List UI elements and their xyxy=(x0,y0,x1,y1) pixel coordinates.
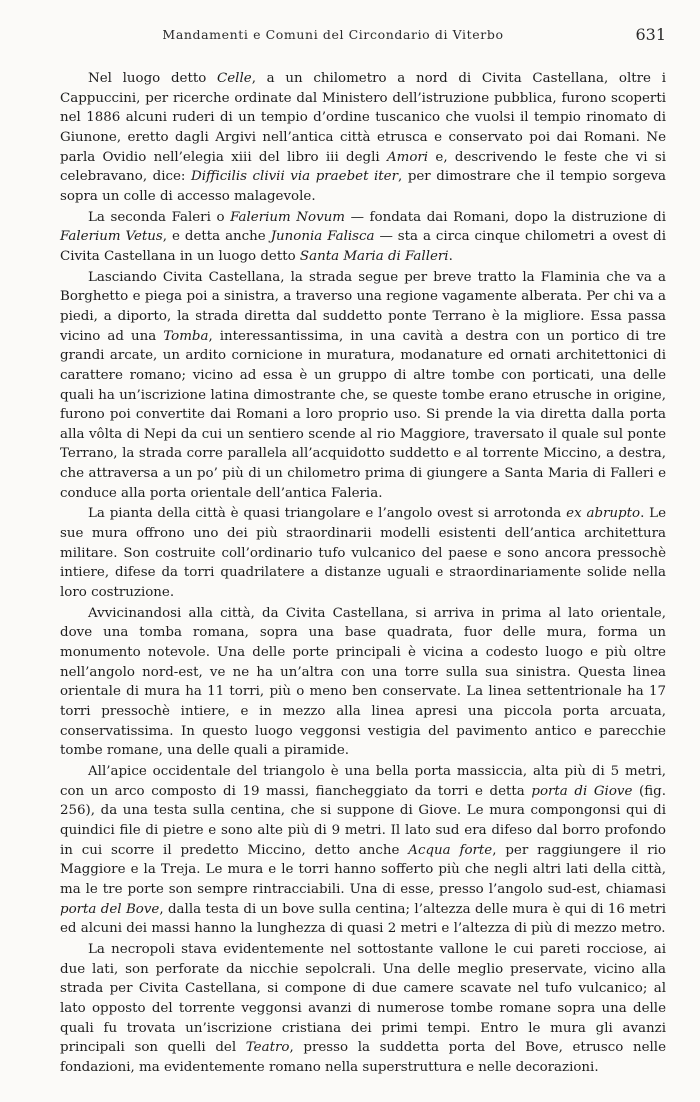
text-run: All’apice occidentale del triangolo è una bella porta massiccia, alta più di 5 metri, con un arco composto di 19 massi, fiancheggiato da torri e detta xyxy=(60,763,666,799)
text-run: , per raggiungere il rio Maggiore e la Treja. Le mura e le torri hanno sofferto più che negli altri lati della città, ma le tre porte son sempre rintracciabili. Una di esse, presso l’angolo sud-est, chiamasi xyxy=(60,842,666,897)
paragraph xyxy=(60,940,666,1078)
italic-text: Falerium Novum xyxy=(230,209,345,225)
text-run: La necropoli stava evidentemente nel sottostante vallone le cui pareti rocciose, ai due lati, son perforate da nicchie sepolcrali. Una delle meglio preservate, vicino alla strada per Civita Castellana, si compone di due camere scavate nel tufo vulcanico; al lato opposto del torrente veggonsi avanzi di numerose tombe romane sopra una delle quali fu trovata un’iscrizione cristiana dei primi tempi. Entro le mura gli avanzi principali son quelli del xyxy=(60,941,666,1056)
italic-text: Amori xyxy=(386,149,429,165)
text-run: . Le sue mura offrono uno dei più straordinarii modelli esistenti dell’antica architettura militare. Son costruite coll’ordinario tufo vulcanico del paese e sono ancora pressochè intiere, difese da torri quadrilatere a distanze uguali e straordinariamente solide nella loro costruzione. xyxy=(60,506,667,601)
italic-text: porta del Bove xyxy=(60,901,160,917)
italic-text: Celle xyxy=(217,71,252,86)
text-run: , interessantissima, in una cavità a destra con un portico di tre grandi arcate, un ardito cornicione in muratura, modanature ed ornati architettonici di carattere romano; vicino ad essa è un gruppo di altre tombe con porticati, una delle quali ha un’iscrizione latina dimostrante che, se queste tombe erano etrusche in origine, furono poi convertite dai Romani a loro proprio uso. Si prende la via diretta dalla porta alla vôlta di Nepi da cui un sentiero scende al rio Maggiore, traversato il quale sul ponte Terrano, la strada corre parallela all’acquidotto suddetto e al torrente Miccino, a destra, che attraversa a un po’ più di un chilometro prima di giungere a Santa Maria di Falleri e conduce alla porta orientale dell’antica Faleria. xyxy=(60,328,666,501)
body-text xyxy=(60,69,666,1078)
italic-text: Tomba xyxy=(163,328,209,344)
text-run: , presso la suddetta porta del Bove, etrusco nelle fondazioni, ma evidentemente romano nella superstruttura e nelle decorazioni. xyxy=(60,1040,666,1075)
italic-text: Difficilis clivii via praebet iter xyxy=(190,169,398,185)
text-run: — sta a circa cinque chilometri a ovest di Civita Castellana in un luogo detto xyxy=(60,229,666,264)
text-run: La seconda Faleri o xyxy=(88,209,231,225)
paragraph xyxy=(60,504,666,602)
page-number: 631 xyxy=(635,25,666,44)
running-title: Mandamenti e Comuni del Circondario di Viterbo xyxy=(162,27,504,42)
italic-text: Junonia Falisca xyxy=(270,229,375,245)
text-run: , a un chilometro a nord di Civita Castellana, oltre i Cappuccini, per ricerche ordinate dal Ministero dell’istruzione pubblica, furono scoperti nel 1886 alcuni ruderi di un tempio d’ordine tuscanico che vuolsi il tempio rinomato di Giunone, eretto dagli Argivi nell’antica città etrusca e conservato poi dai Romani. Ne parla Ovidio nell’elegia xiii del libro iii degli xyxy=(60,71,666,165)
italic-text: Acqua forte xyxy=(408,842,493,858)
italic-text: Santa Maria di Falleri xyxy=(299,248,449,264)
text-run: e, descrivendo le feste che vi si celebravano, dice: xyxy=(60,149,666,185)
paragraph xyxy=(60,762,666,939)
text-run: . xyxy=(448,248,453,264)
text-run: Lasciando Civita Castellana, la strada segue per breve tratto la Flaminia che va a Borghetto e piega poi a sinistra, a traverso una regione vagamente alberata. Per chi va a piedi, a diporto, la strada diretta dal suddetto ponte Terrano è la migliore. Essa passa vicino ad una xyxy=(60,269,666,344)
text-run: La pianta della città è quasi triangolare e l’angolo ovest si arrotonda xyxy=(88,506,567,522)
text-run: Nel luogo detto xyxy=(88,71,218,86)
text-run: , e detta anche xyxy=(162,229,271,245)
italic-text: Teatro xyxy=(245,1040,290,1056)
italic-text: porta di Giove xyxy=(531,783,633,799)
text-run: (fig. 256), da una testa sulla centina, che si suppone di Giove. Le mura compongonsi qui di quindici file di pietre e sono alte più di 9 metri. Il lato sud era difeso dal borro profondo in cui scorre il predetto Miccino, detto anche xyxy=(60,783,666,858)
text-run: , per dimostrare che il tempio sorgeva sopra un colle di accesso malagevole. xyxy=(60,169,666,204)
paragraph xyxy=(60,604,666,761)
text-run: Avvicinandosi alla città, da Civita Castellana, si arriva in prima al lato orientale, dove una tomba romana, sopra una base quadrata, fuor delle mura, forma un monumento notevole. Una delle porte principali è vicina a codesto luogo e più oltre nell’angolo nord-est, ve ne ha un’altra con una torre sulla sua sinistra. Questa linea orientale di mura ha 11 torri, più o meno ben conservate. La linea settentrionale ha 17 torri pressochè intiere, e in mezzo alla linea apresi una piccola porta arcuata, conservatissima. In questo luogo veggonsi vestigia del pavimento antico e parecchie tombe romane, una delle quali a piramide. xyxy=(60,605,666,759)
paragraph xyxy=(60,268,666,504)
paragraph xyxy=(60,69,666,207)
running-head xyxy=(60,27,666,47)
italic-text: Falerium Vetus xyxy=(60,229,163,245)
text-run: , dalla testa di un bove sulla centina; l’altezza delle mura è qui di 16 metri ed alcuni dei massi hanno la lunghezza di quasi 2 metri e l’altezza di più di mezzo metro. xyxy=(60,901,666,937)
paragraph xyxy=(60,208,666,267)
text-run: — fondata dai Romani, dopo la distruzione di xyxy=(344,209,666,225)
italic-text: ex abrupto xyxy=(566,506,641,522)
